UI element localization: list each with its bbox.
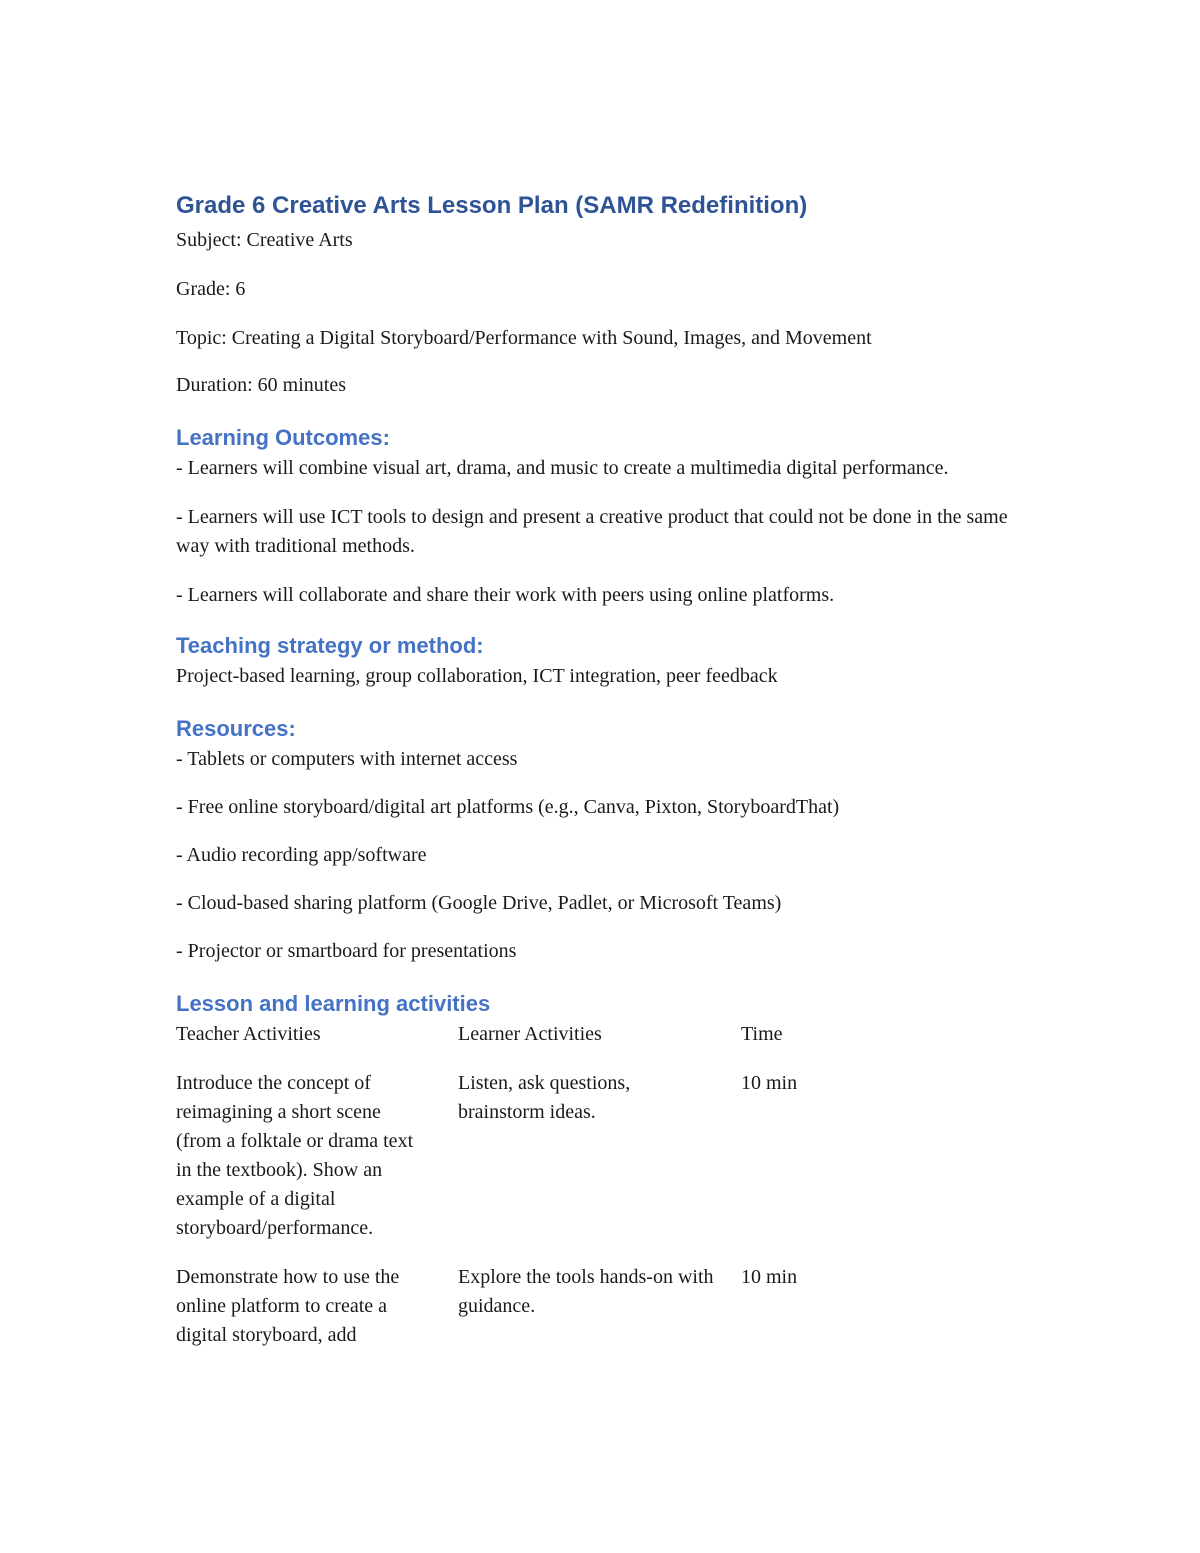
- document-page: [176, 186, 1036, 1350]
- resource-item: - Free online storyboard/digital art platforms (e.g., Canva, Pixton, StoryboardThat): [176, 796, 840, 818]
- learning-outcomes-heading: Learning Outcomes:: [176, 425, 390, 450]
- learner-activity-cell: [458, 1049, 741, 1243]
- topic-line: Topic: Creating a Digital Storyboard/Performance with Sound, Images, and Movement: [176, 327, 872, 349]
- lesson-meta: [176, 226, 1036, 400]
- table-row: [176, 1049, 836, 1243]
- teacher-activity-cell: [176, 1243, 458, 1350]
- table-header-row: [176, 1020, 836, 1049]
- resources-heading: Resources:: [176, 716, 296, 741]
- table-row: [176, 1243, 836, 1350]
- learning-outcome-item: - Learners will use ICT tools to design and present a creative product that could not be done in the same way with traditional methods.: [176, 506, 1008, 557]
- learner-activity-cell: [458, 1243, 741, 1350]
- teaching-strategy-heading: Teaching strategy or method:: [176, 633, 484, 658]
- time-cell: 10 min: [741, 1072, 798, 1094]
- document-title: Grade 6 Creative Arts Lesson Plan (SAMR Redefinition): [176, 192, 808, 219]
- teacher-activity-cell: [176, 1049, 458, 1243]
- teaching-strategy-text: Project-based learning, group collaboration, ICT integration, peer feedback: [176, 665, 778, 687]
- time-cell: 10 min: [741, 1266, 798, 1288]
- activities-table: [176, 1020, 836, 1350]
- learner-activity-text: Listen, ask questions, brainstorm ideas.: [458, 1072, 631, 1123]
- duration-line: Duration: 60 minutes: [176, 374, 346, 396]
- subject-line: Subject: Creative Arts: [176, 229, 353, 251]
- learner-activity-text: Explore the tools hands-on with guidance.: [458, 1266, 714, 1317]
- grade-line: Grade: 6: [176, 278, 246, 300]
- resource-item: - Projector or smartboard for presentations: [176, 940, 517, 962]
- teacher-activity-text: Demonstrate how to use the online platform to create a digital storyboard, add: [176, 1266, 400, 1346]
- learning-outcome-item: - Learners will combine visual art, drama, and music to create a multimedia digital performance.: [176, 457, 949, 479]
- column-header-learner: Learner Activities: [458, 1023, 602, 1045]
- resource-item: - Tablets or computers with internet access: [176, 748, 518, 770]
- column-header-time: Time: [741, 1023, 783, 1045]
- activities-heading: Lesson and learning activities: [176, 991, 491, 1016]
- resource-item: - Cloud-based sharing platform (Google Drive, Padlet, or Microsoft Teams): [176, 892, 782, 914]
- resource-item: - Audio recording app/software: [176, 844, 427, 866]
- column-header-teacher: Teacher Activities: [176, 1023, 321, 1045]
- learning-outcome-item: - Learners will collaborate and share their work with peers using online platforms.: [176, 584, 835, 606]
- teacher-activity-text: Introduce the concept of reimagining a short scene (from a folktale or drama text in the textbook). Show an example of a digital storyboard/performance.: [176, 1072, 414, 1239]
